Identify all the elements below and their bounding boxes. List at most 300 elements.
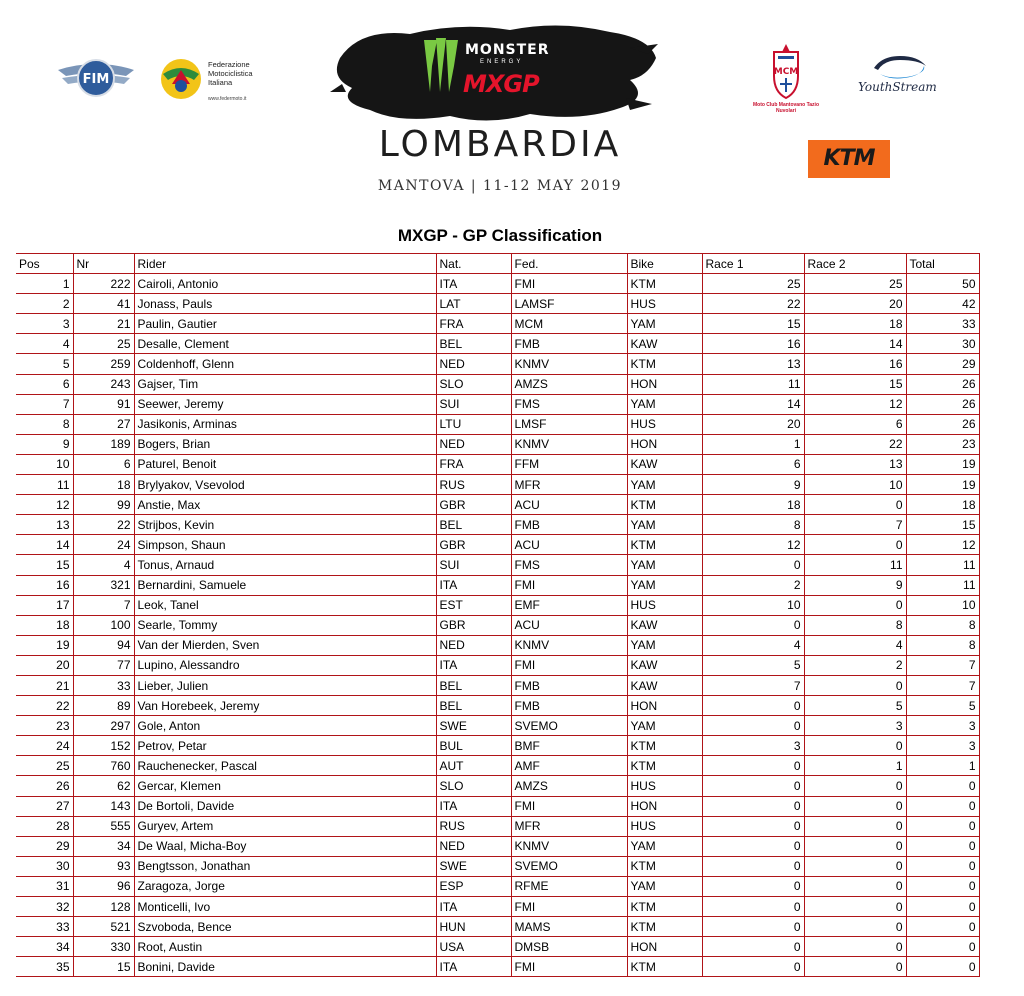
- event-name: LOMBARDIA: [378, 124, 622, 165]
- cell-pos: 1: [16, 274, 73, 294]
- cell-rider: Van Horebeek, Jeremy: [134, 696, 436, 716]
- table-row: [16, 314, 979, 334]
- table-row: [16, 334, 979, 354]
- cell-bike: YAM: [627, 314, 702, 334]
- cell-race2: 22: [804, 434, 906, 454]
- cell-nat: ITA: [436, 796, 511, 816]
- cell-nr: 297: [73, 716, 134, 736]
- cell-fed: BMF: [511, 736, 627, 756]
- mcm-logo-text: MCM: [773, 67, 799, 77]
- cell-race1: 4: [702, 635, 804, 655]
- cell-pos: 22: [16, 696, 73, 716]
- table-row: [16, 454, 979, 474]
- cell-fed: ACU: [511, 535, 627, 555]
- cell-nat: BUL: [436, 736, 511, 756]
- cell-total: 0: [906, 876, 979, 896]
- cell-race2: 7: [804, 515, 906, 535]
- cell-total: 18: [906, 495, 979, 515]
- cell-rider: Zaragoza, Jorge: [134, 876, 436, 896]
- table-row: [16, 394, 979, 414]
- cell-nat: NED: [436, 635, 511, 655]
- cell-race2: 0: [804, 917, 906, 937]
- cell-bike: KAW: [627, 655, 702, 675]
- classification-body: [16, 274, 979, 977]
- cell-nat: NED: [436, 354, 511, 374]
- cell-nr: 91: [73, 394, 134, 414]
- cell-bike: KTM: [627, 856, 702, 876]
- cell-nr: 93: [73, 856, 134, 876]
- cell-bike: KAW: [627, 334, 702, 354]
- fmi-logo-url: www.federmoto.it: [208, 96, 247, 102]
- table-row: [16, 595, 979, 615]
- cell-race2: 0: [804, 776, 906, 796]
- table-row: [16, 957, 979, 977]
- cell-nr: 321: [73, 575, 134, 595]
- cell-total: 29: [906, 354, 979, 374]
- cell-bike: HON: [627, 796, 702, 816]
- cell-total: 0: [906, 816, 979, 836]
- cell-pos: 21: [16, 675, 73, 695]
- cell-race1: 0: [702, 816, 804, 836]
- cell-race1: 0: [702, 917, 804, 937]
- cell-total: 30: [906, 334, 979, 354]
- fmi-logo-text: Federazione Motociclistica Italiana: [208, 60, 253, 87]
- cell-pos: 26: [16, 776, 73, 796]
- cell-fed: FMI: [511, 274, 627, 294]
- cell-nat: SUI: [436, 555, 511, 575]
- cell-nat: ITA: [436, 274, 511, 294]
- cell-nr: 22: [73, 515, 134, 535]
- cell-bike: YAM: [627, 575, 702, 595]
- cell-total: 50: [906, 274, 979, 294]
- table-row: [16, 615, 979, 635]
- cell-nr: 152: [73, 736, 134, 756]
- cell-fed: KNMV: [511, 836, 627, 856]
- cell-race1: 0: [702, 876, 804, 896]
- table-row: [16, 555, 979, 575]
- cell-total: 42: [906, 294, 979, 314]
- table-row: [16, 675, 979, 695]
- cell-total: 0: [906, 937, 979, 957]
- cell-pos: 16: [16, 575, 73, 595]
- cell-total: 1: [906, 756, 979, 776]
- cell-race1: 25: [702, 274, 804, 294]
- cell-race1: 0: [702, 555, 804, 575]
- cell-pos: 19: [16, 635, 73, 655]
- cell-race2: 0: [804, 856, 906, 876]
- cell-fed: FMB: [511, 675, 627, 695]
- cell-race1: 10: [702, 595, 804, 615]
- cell-fed: MFR: [511, 816, 627, 836]
- cell-race1: 3: [702, 736, 804, 756]
- cell-nr: 24: [73, 535, 134, 555]
- ktm-logo: [808, 140, 890, 178]
- monster-claw-icon: [420, 36, 460, 94]
- cell-race1: 0: [702, 937, 804, 957]
- cell-rider: Bogers, Brian: [134, 434, 436, 454]
- cell-fed: LAMSF: [511, 294, 627, 314]
- cell-bike: YAM: [627, 836, 702, 856]
- cell-nr: 99: [73, 495, 134, 515]
- cell-nat: NED: [436, 434, 511, 454]
- cell-rider: Lieber, Julien: [134, 675, 436, 695]
- energy-wordmark: ENERGY: [480, 59, 524, 65]
- cell-nat: LAT: [436, 294, 511, 314]
- cell-race1: 16: [702, 334, 804, 354]
- cell-race1: 7: [702, 675, 804, 695]
- cell-race1: 2: [702, 575, 804, 595]
- table-row: [16, 897, 979, 917]
- youthstream-logo: [852, 54, 946, 104]
- cell-race1: 11: [702, 374, 804, 394]
- cell-pos: 7: [16, 394, 73, 414]
- cell-race2: 1: [804, 756, 906, 776]
- monster-mxgp-logo: [330, 18, 660, 128]
- cell-fed: FMB: [511, 334, 627, 354]
- cell-fed: FMI: [511, 897, 627, 917]
- table-header-row: [16, 254, 979, 274]
- cell-race2: 6: [804, 414, 906, 434]
- table-row: [16, 816, 979, 836]
- cell-nr: 555: [73, 816, 134, 836]
- cell-race2: 18: [804, 314, 906, 334]
- cell-pos: 9: [16, 434, 73, 454]
- cell-nat: ESP: [436, 876, 511, 896]
- cell-rider: Lupino, Alessandro: [134, 655, 436, 675]
- cell-race2: 0: [804, 736, 906, 756]
- table-row: [16, 696, 979, 716]
- cell-fed: MCM: [511, 314, 627, 334]
- cell-nat: RUS: [436, 475, 511, 495]
- cell-bike: HUS: [627, 595, 702, 615]
- cell-nat: SWE: [436, 856, 511, 876]
- cell-total: 0: [906, 856, 979, 876]
- cell-bike: YAM: [627, 475, 702, 495]
- cell-rider: Guryev, Artem: [134, 816, 436, 836]
- cell-race1: 15: [702, 314, 804, 334]
- cell-pos: 32: [16, 897, 73, 917]
- cell-nr: 41: [73, 294, 134, 314]
- cell-total: 26: [906, 414, 979, 434]
- cell-rider: Gole, Anton: [134, 716, 436, 736]
- table-row: [16, 414, 979, 434]
- mxgp-wordmark: MXGP: [463, 70, 539, 98]
- cell-nr: 143: [73, 796, 134, 816]
- cell-fed: EMF: [511, 595, 627, 615]
- cell-bike: KTM: [627, 495, 702, 515]
- cell-pos: 31: [16, 876, 73, 896]
- cell-race2: 5: [804, 696, 906, 716]
- table-row: [16, 294, 979, 314]
- cell-nr: 94: [73, 635, 134, 655]
- cell-rider: Monticelli, Ivo: [134, 897, 436, 917]
- column-header-race1: Race 1: [702, 254, 804, 274]
- table-row: [16, 374, 979, 394]
- cell-nr: 259: [73, 354, 134, 374]
- cell-nat: LTU: [436, 414, 511, 434]
- cell-rider: Strijbos, Kevin: [134, 515, 436, 535]
- cell-nat: SWE: [436, 716, 511, 736]
- cell-bike: YAM: [627, 716, 702, 736]
- cell-race2: 0: [804, 816, 906, 836]
- cell-total: 0: [906, 917, 979, 937]
- cell-rider: Root, Austin: [134, 937, 436, 957]
- cell-pos: 8: [16, 414, 73, 434]
- cell-rider: Petrov, Petar: [134, 736, 436, 756]
- cell-fed: LMSF: [511, 414, 627, 434]
- page-title: MXGP - GP Classification: [397, 226, 603, 245]
- cell-nr: 128: [73, 897, 134, 917]
- cell-total: 7: [906, 675, 979, 695]
- cell-race1: 0: [702, 615, 804, 635]
- cell-bike: KTM: [627, 957, 702, 977]
- cell-rider: De Bortoli, Davide: [134, 796, 436, 816]
- cell-nr: 330: [73, 937, 134, 957]
- cell-fed: MAMS: [511, 917, 627, 937]
- cell-race2: 13: [804, 454, 906, 474]
- cell-nat: SLO: [436, 776, 511, 796]
- table-row: [16, 736, 979, 756]
- cell-race2: 0: [804, 796, 906, 816]
- cell-nat: ITA: [436, 897, 511, 917]
- cell-race2: 9: [804, 575, 906, 595]
- cell-bike: HON: [627, 434, 702, 454]
- cell-total: 3: [906, 736, 979, 756]
- cell-nat: BEL: [436, 675, 511, 695]
- cell-bike: HUS: [627, 816, 702, 836]
- cell-nat: RUS: [436, 816, 511, 836]
- cell-bike: YAM: [627, 394, 702, 414]
- table-row: [16, 354, 979, 374]
- cell-rider: Bernardini, Samuele: [134, 575, 436, 595]
- cell-race2: 3: [804, 716, 906, 736]
- cell-bike: KAW: [627, 454, 702, 474]
- cell-nat: BEL: [436, 515, 511, 535]
- cell-pos: 28: [16, 816, 73, 836]
- cell-race2: 0: [804, 836, 906, 856]
- cell-bike: KTM: [627, 354, 702, 374]
- cell-fed: AMZS: [511, 776, 627, 796]
- mcm-logo: [752, 42, 820, 114]
- cell-race2: 0: [804, 675, 906, 695]
- cell-total: 8: [906, 615, 979, 635]
- cell-race2: 15: [804, 374, 906, 394]
- cell-nat: USA: [436, 937, 511, 957]
- cell-bike: KTM: [627, 917, 702, 937]
- cell-rider: Rauchenecker, Pascal: [134, 756, 436, 776]
- cell-nat: GBR: [436, 495, 511, 515]
- cell-bike: HON: [627, 937, 702, 957]
- cell-rider: Simpson, Shaun: [134, 535, 436, 555]
- cell-race1: 0: [702, 856, 804, 876]
- cell-race2: 0: [804, 595, 906, 615]
- cell-fed: FMI: [511, 655, 627, 675]
- table-row: [16, 796, 979, 816]
- cell-nat: SLO: [436, 374, 511, 394]
- cell-fed: KNMV: [511, 354, 627, 374]
- cell-pos: 29: [16, 836, 73, 856]
- cell-total: 11: [906, 575, 979, 595]
- cell-fed: FMI: [511, 957, 627, 977]
- cell-bike: YAM: [627, 635, 702, 655]
- cell-fed: SVEMO: [511, 716, 627, 736]
- cell-race1: 18: [702, 495, 804, 515]
- cell-race2: 11: [804, 555, 906, 575]
- column-header-total: Total: [906, 254, 979, 274]
- cell-race1: 0: [702, 696, 804, 716]
- cell-race1: 0: [702, 836, 804, 856]
- cell-total: 0: [906, 897, 979, 917]
- table-row: [16, 535, 979, 555]
- cell-race2: 25: [804, 274, 906, 294]
- cell-fed: KNMV: [511, 635, 627, 655]
- cell-rider: Szvoboda, Bence: [134, 917, 436, 937]
- cell-pos: 33: [16, 917, 73, 937]
- cell-pos: 15: [16, 555, 73, 575]
- cell-total: 19: [906, 475, 979, 495]
- cell-rider: Leok, Tanel: [134, 595, 436, 615]
- cell-total: 0: [906, 796, 979, 816]
- cell-race2: 12: [804, 394, 906, 414]
- cell-pos: 20: [16, 655, 73, 675]
- cell-pos: 34: [16, 937, 73, 957]
- cell-fed: AMZS: [511, 374, 627, 394]
- fmi-logo: [158, 56, 268, 106]
- column-header-nat: Nat.: [436, 254, 511, 274]
- fim-logo: [56, 56, 136, 100]
- cell-rider: Cairoli, Antonio: [134, 274, 436, 294]
- cell-rider: Anstie, Max: [134, 495, 436, 515]
- cell-rider: De Waal, Micha-Boy: [134, 836, 436, 856]
- table-row: [16, 515, 979, 535]
- cell-rider: Van der Mierden, Sven: [134, 635, 436, 655]
- cell-fed: DMSB: [511, 937, 627, 957]
- classification-table: [16, 253, 980, 977]
- cell-nr: 189: [73, 434, 134, 454]
- cell-bike: KTM: [627, 756, 702, 776]
- cell-race1: 13: [702, 354, 804, 374]
- cell-race1: 0: [702, 796, 804, 816]
- cell-fed: RFME: [511, 876, 627, 896]
- cell-pos: 35: [16, 957, 73, 977]
- cell-nr: 760: [73, 756, 134, 776]
- cell-nr: 77: [73, 655, 134, 675]
- cell-bike: KTM: [627, 274, 702, 294]
- cell-bike: HON: [627, 696, 702, 716]
- cell-pos: 25: [16, 756, 73, 776]
- cell-fed: ACU: [511, 615, 627, 635]
- cell-race1: 9: [702, 475, 804, 495]
- cell-rider: Tonus, Arnaud: [134, 555, 436, 575]
- cell-rider: Coldenhoff, Glenn: [134, 354, 436, 374]
- cell-pos: 2: [16, 294, 73, 314]
- cell-race1: 6: [702, 454, 804, 474]
- cell-rider: Gajser, Tim: [134, 374, 436, 394]
- cell-rider: Jonass, Pauls: [134, 294, 436, 314]
- cell-fed: ACU: [511, 495, 627, 515]
- cell-total: 33: [906, 314, 979, 334]
- cell-nat: BEL: [436, 334, 511, 354]
- cell-total: 26: [906, 374, 979, 394]
- cell-nr: 7: [73, 595, 134, 615]
- cell-race2: 0: [804, 897, 906, 917]
- cell-fed: FMS: [511, 555, 627, 575]
- cell-total: 5: [906, 696, 979, 716]
- cell-fed: FMI: [511, 575, 627, 595]
- cell-nat: FRA: [436, 454, 511, 474]
- ktm-logo-text: KTM: [823, 146, 875, 171]
- cell-pos: 12: [16, 495, 73, 515]
- cell-total: 15: [906, 515, 979, 535]
- column-header-bike: Bike: [627, 254, 702, 274]
- table-row: [16, 937, 979, 957]
- cell-race1: 0: [702, 957, 804, 977]
- table-row: [16, 475, 979, 495]
- column-header-race2: Race 2: [804, 254, 906, 274]
- cell-race2: 14: [804, 334, 906, 354]
- cell-nr: 521: [73, 917, 134, 937]
- cell-rider: Brylyakov, Vsevolod: [134, 475, 436, 495]
- cell-race1: 0: [702, 716, 804, 736]
- cell-rider: Paulin, Gautier: [134, 314, 436, 334]
- cell-bike: HON: [627, 374, 702, 394]
- cell-race1: 1: [702, 434, 804, 454]
- cell-race1: 22: [702, 294, 804, 314]
- cell-total: 8: [906, 635, 979, 655]
- cell-total: 19: [906, 454, 979, 474]
- cell-rider: Seewer, Jeremy: [134, 394, 436, 414]
- cell-race2: 2: [804, 655, 906, 675]
- column-header-fed: Fed.: [511, 254, 627, 274]
- cell-total: 23: [906, 434, 979, 454]
- fim-logo-text: FIM: [82, 72, 110, 87]
- monster-wordmark: MONSTER: [465, 42, 550, 58]
- cell-nat: GBR: [436, 615, 511, 635]
- cell-race2: 20: [804, 294, 906, 314]
- cell-race1: 0: [702, 897, 804, 917]
- cell-nr: 25: [73, 334, 134, 354]
- cell-rider: Gercar, Klemen: [134, 776, 436, 796]
- cell-total: 10: [906, 595, 979, 615]
- cell-nr: 27: [73, 414, 134, 434]
- table-row: [16, 575, 979, 595]
- table-row: [16, 876, 979, 896]
- youthstream-logo-text: YouthStream: [858, 80, 937, 94]
- cell-pos: 14: [16, 535, 73, 555]
- cell-pos: 3: [16, 314, 73, 334]
- cell-nat: GBR: [436, 535, 511, 555]
- cell-total: 12: [906, 535, 979, 555]
- cell-pos: 17: [16, 595, 73, 615]
- cell-nr: 21: [73, 314, 134, 334]
- cell-race2: 16: [804, 354, 906, 374]
- cell-fed: FMB: [511, 515, 627, 535]
- cell-nat: ITA: [436, 957, 511, 977]
- table-row: [16, 434, 979, 454]
- cell-bike: KAW: [627, 675, 702, 695]
- cell-pos: 11: [16, 475, 73, 495]
- cell-rider: Paturel, Benoit: [134, 454, 436, 474]
- cell-race2: 4: [804, 635, 906, 655]
- cell-race2: 0: [804, 495, 906, 515]
- cell-fed: AMF: [511, 756, 627, 776]
- mcm-logo-caption: Moto Club Mantovano Tazio Nuvolari: [752, 102, 819, 114]
- cell-fed: MFR: [511, 475, 627, 495]
- cell-bike: YAM: [627, 555, 702, 575]
- cell-fed: FMS: [511, 394, 627, 414]
- cell-nat: NED: [436, 836, 511, 856]
- cell-pos: 4: [16, 334, 73, 354]
